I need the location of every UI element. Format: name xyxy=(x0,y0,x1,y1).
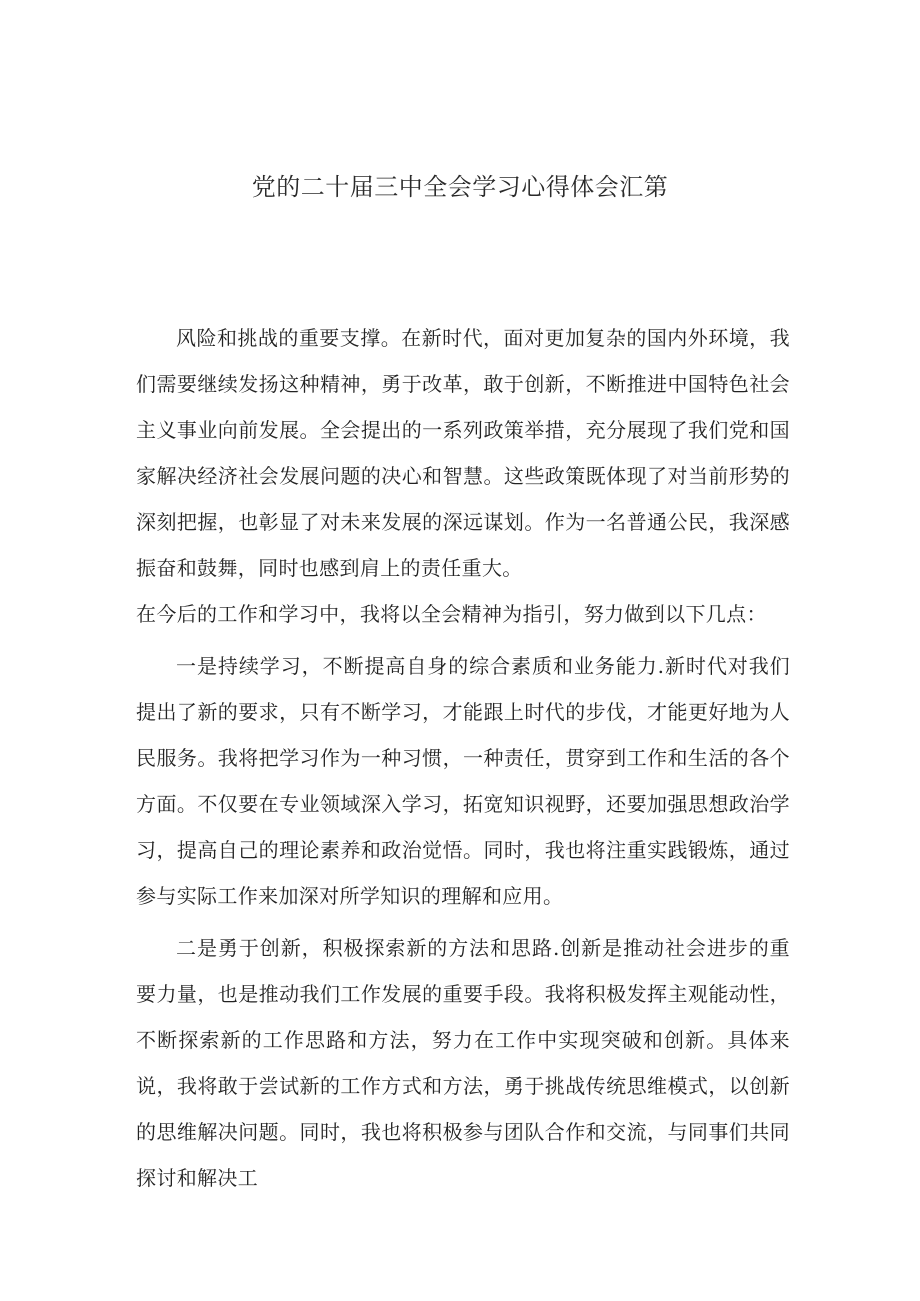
paragraph-4: 二是勇于创新，积极探索新的方法和思路.创新是推动社会进步的重要力量，也是推动我们工作发展的重要手段。我将积极发挥主观能动性，不断探索新的工作思路和方法，努力在工作中实现突破和创新。具体来说，我将敢于尝试新的工作方式和方法，勇于挑战传统思维模式，以创新的思维解决问题。同时，我也将积极参与团队合作和交流，与同事们共同探讨和解决工 xyxy=(136,936,790,1190)
paragraph-2: 在今后的工作和学习中，我将以全会精神为指引，努力做到以下几点： xyxy=(136,602,767,626)
paragraph-3: 一是持续学习，不断提高自身的综合素质和业务能力.新时代对我们提出了新的要求，只有不断学习，才能跟上时代的步伐，才能更好地为人民服务。我将把学习作为一种习惯，一种责任，贯穿到工作和生活的各个方面。不仅要在专业领域深入学习，拓宽知识视野，还要加强思想政治学习，提高自己的理论素养和政治觉悟。同时，我也将注重实践锻炼，通过参与实际工作来加深对所学知识的理解和应用。 xyxy=(136,654,790,908)
document-body xyxy=(136,315,790,1201)
document-title: 党的二十届三中全会学习心得体会汇第 xyxy=(251,173,669,201)
paragraph-1: 风险和挑战的重要支撑。在新时代，面对更加复杂的国内外环境，我们需要继续发扬这种精神，勇于改革，敢于创新，不断推进中国特色社会主义事业向前发展。全会提出的一系列政策举措，充分展现了我们党和国家解决经济社会发展问题的决心和智慧。这些政策既体现了对当前形势的深刻把握，也彰显了对未来发展的深远谋划。作为一名普通公民，我深感振奋和鼓舞，同时也感到肩上的责任重大。 xyxy=(136,326,790,580)
